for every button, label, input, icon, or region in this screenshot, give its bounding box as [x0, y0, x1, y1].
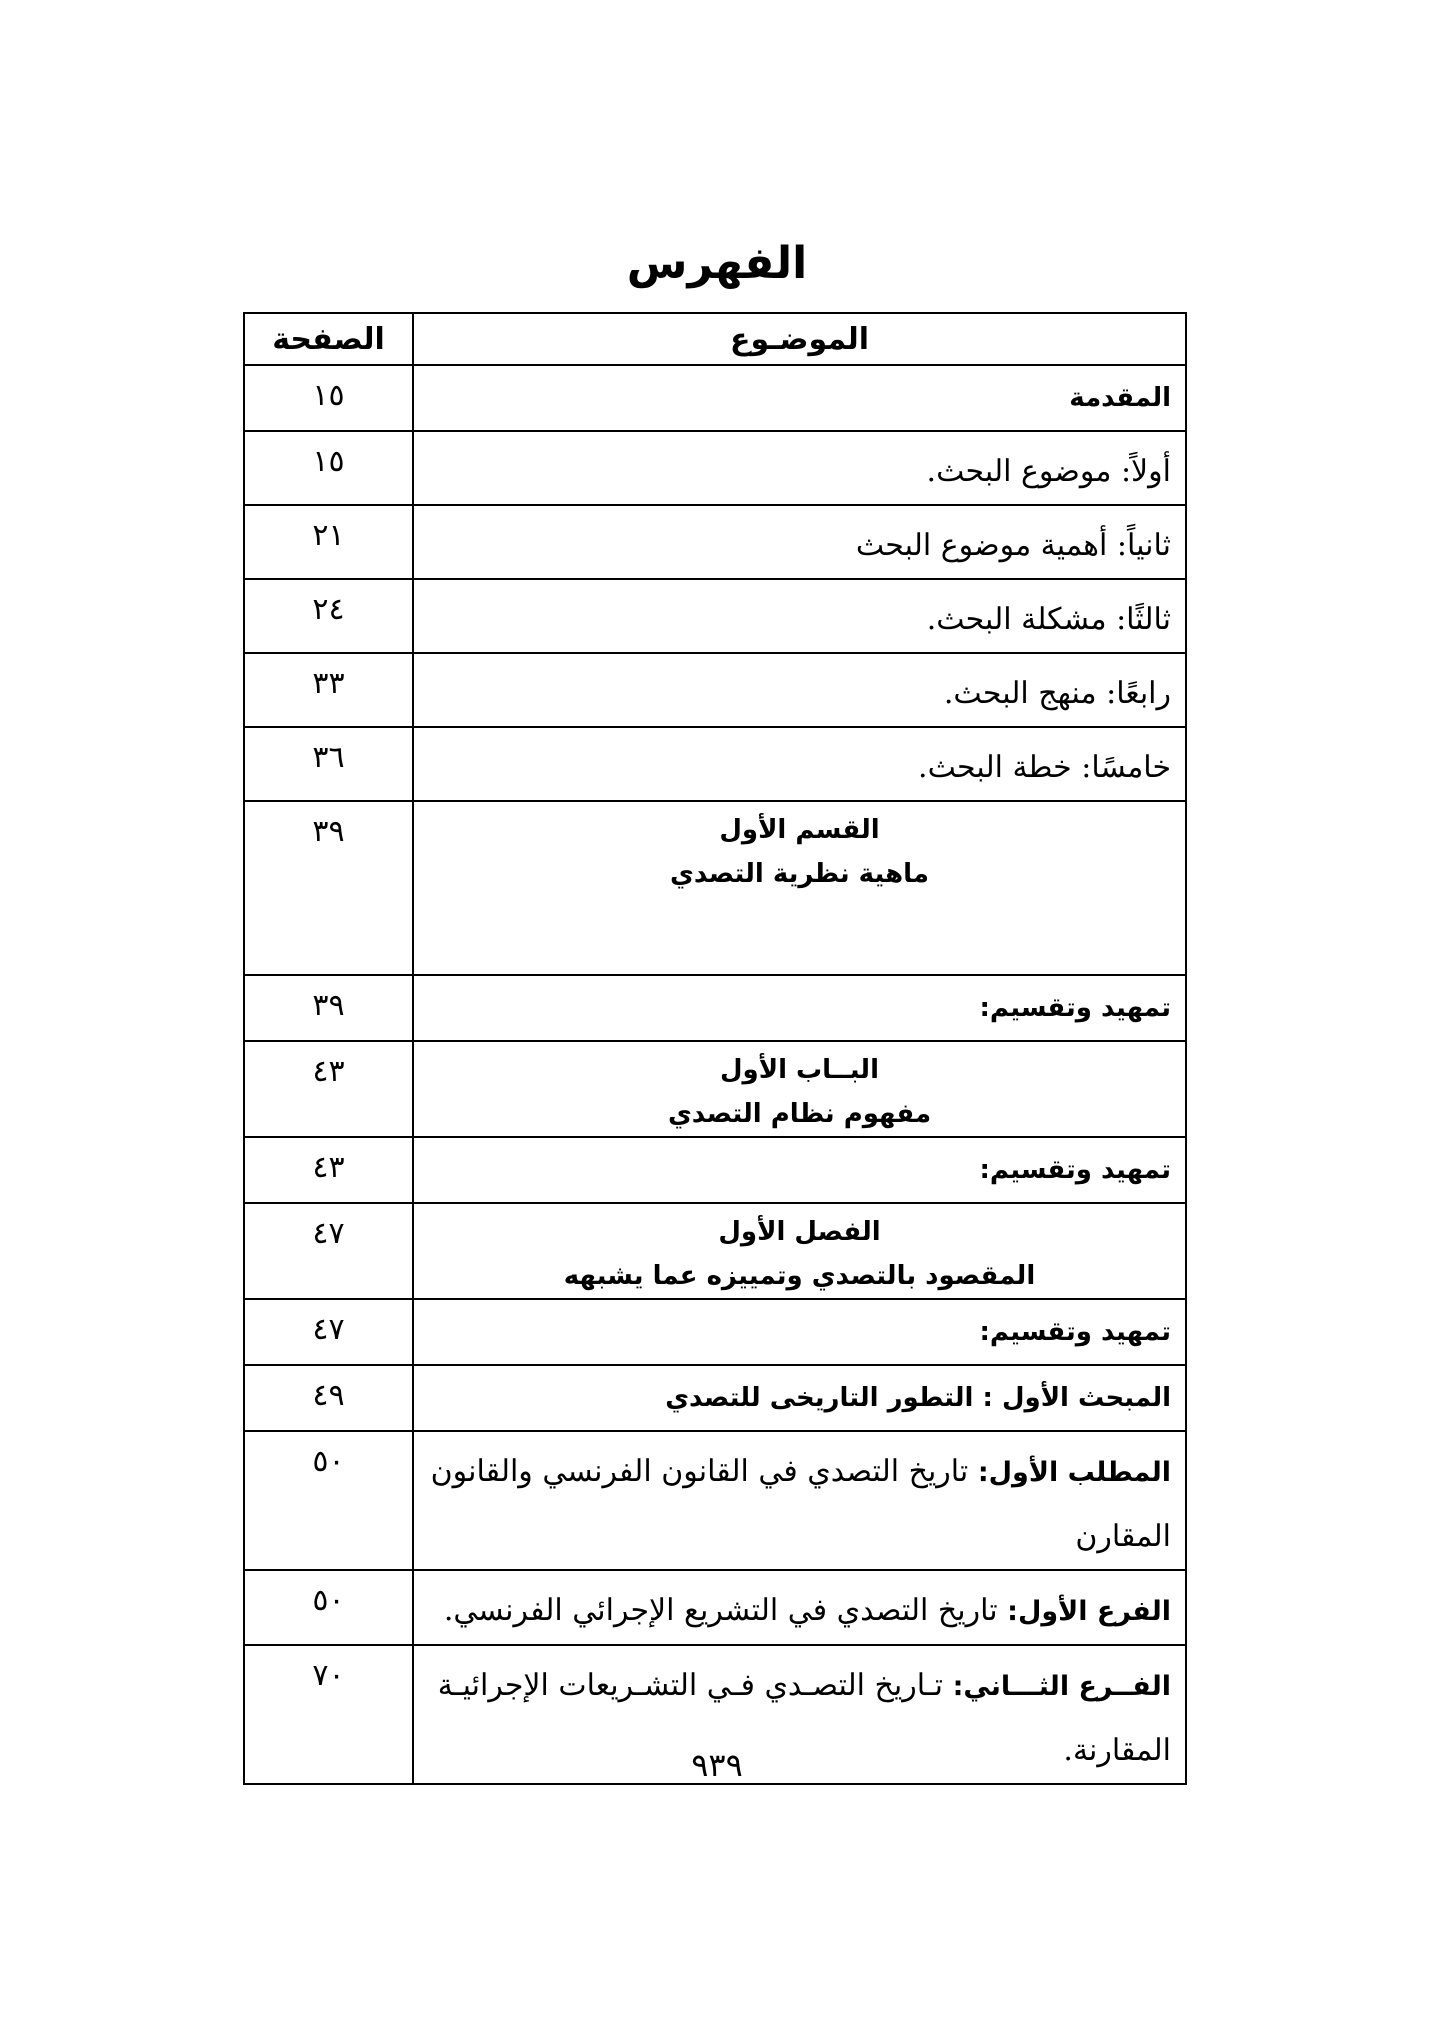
toc-row [244, 1431, 1186, 1570]
toc-page-number: ٧٠ [244, 1645, 413, 1784]
toc-row [244, 505, 1186, 579]
toc-entry-text: رابعًا: منهج البحث. [943, 676, 1171, 711]
toc-page-number: ٥٠ [244, 1431, 413, 1570]
toc-row [244, 727, 1186, 801]
toc-entry-text: تمهيد وتقسيم: [979, 993, 1171, 1023]
toc-page-number: ١٥ [244, 365, 413, 431]
toc-page-number: ٢٤ [244, 579, 413, 653]
toc-entry-text: خامسًا: خطة البحث. [918, 750, 1171, 785]
section-heading [670, 808, 929, 896]
toc-entry-text: المقدمة [1069, 383, 1171, 413]
toc-page-number: ٣٩ [244, 975, 413, 1041]
toc-topic-cell [413, 1041, 1186, 1137]
toc-entry-text: ثالثًا: مشكلة البحث. [926, 602, 1171, 637]
section-heading-line2: المقصود بالتصدي وتمييزه عما يشبهه [563, 1261, 1036, 1291]
toc-page-number: ٣٣ [244, 653, 413, 727]
toc-page-number: ١٥ [244, 431, 413, 505]
section-heading-line1: القسم الأول [719, 815, 880, 845]
toc-entry-label: المطلب الأول: [977, 1457, 1171, 1488]
toc-page-number: ٤٣ [244, 1041, 413, 1137]
toc-row [244, 653, 1186, 727]
toc-row [244, 431, 1186, 505]
toc-page-number: ٢١ [244, 505, 413, 579]
toc-entry-text: المبحث الأول : التطور التاريخى للتصدي [665, 1383, 1171, 1413]
toc-topic-cell [413, 801, 1186, 975]
toc-topic-cell [413, 653, 1186, 727]
section-heading-line1: الفصل الأول [718, 1217, 881, 1247]
toc-page-number: ٤٧ [244, 1299, 413, 1365]
toc-entry-text: تمهيد وتقسيم: [979, 1155, 1171, 1185]
toc-row [244, 365, 1186, 431]
toc-entry-label: الفرع الأول: [1007, 1596, 1171, 1627]
toc-page-number: ٣٩ [244, 801, 413, 975]
section-heading-line2: ماهية نظرية التصدي [670, 859, 929, 889]
toc-topic-cell [413, 1431, 1186, 1570]
toc-topic-cell [413, 431, 1186, 505]
toc-body [244, 365, 1186, 1784]
toc-page-number: ٥٠ [244, 1570, 413, 1645]
toc-topic-cell [413, 505, 1186, 579]
toc-row [244, 1203, 1186, 1299]
toc-row [244, 801, 1186, 975]
toc-entry-text: ثانياً: أهمية موضوع البحث [855, 528, 1171, 563]
toc-topic-cell [413, 579, 1186, 653]
toc-topic-cell [413, 975, 1186, 1041]
toc-row [244, 579, 1186, 653]
section-heading-line2: مفهوم نظام التصدي [667, 1099, 932, 1129]
toc-topic-cell [413, 727, 1186, 801]
toc-entry-text: تمهيد وتقسيم: [979, 1317, 1171, 1347]
toc-topic-cell [413, 365, 1186, 431]
toc-entry-text: تـاريخ التصـدي فـي التشـريعات الإجرائيـة المقارنة. [437, 1668, 1171, 1768]
toc-topic-cell [413, 1570, 1186, 1645]
toc-page-number: ٣٦ [244, 727, 413, 801]
toc-topic-cell [413, 1299, 1186, 1365]
toc-row [244, 1570, 1186, 1645]
toc-row [244, 1137, 1186, 1203]
toc-row [244, 975, 1186, 1041]
toc-topic-cell [413, 1203, 1186, 1299]
toc-entry-text: أولاً: موضوع البحث. [926, 454, 1171, 489]
toc-entry-label: الفــرع الثـــاني: [952, 1671, 1171, 1702]
toc-row [244, 1299, 1186, 1365]
toc-page-number: ٤٣ [244, 1137, 413, 1203]
header-page: الصفحة [244, 313, 413, 365]
toc-row [244, 1365, 1186, 1431]
section-heading-line1: البــاب الأول [719, 1055, 879, 1085]
page-number: ٩٣٩ [691, 1746, 743, 1784]
toc-entry-text: تاريخ التصدي في القانون الفرنسي والقانون المقارن [430, 1454, 1171, 1554]
toc-topic-cell [413, 1137, 1186, 1203]
toc-row [244, 1041, 1186, 1137]
toc-page-number: ٤٩ [244, 1365, 413, 1431]
toc-table [243, 312, 1187, 1785]
toc-topic-cell [413, 1365, 1186, 1431]
toc-page-number: ٤٧ [244, 1203, 413, 1299]
toc-entry-text: تاريخ التصدي في التشريع الإجرائي الفرنسي. [443, 1593, 1008, 1628]
header-topic: الموضـوع [413, 313, 1186, 365]
page-title: الفهرس [626, 238, 808, 289]
section-heading [564, 1210, 1035, 1298]
table-header-row [244, 313, 1186, 365]
section-heading [668, 1048, 931, 1136]
